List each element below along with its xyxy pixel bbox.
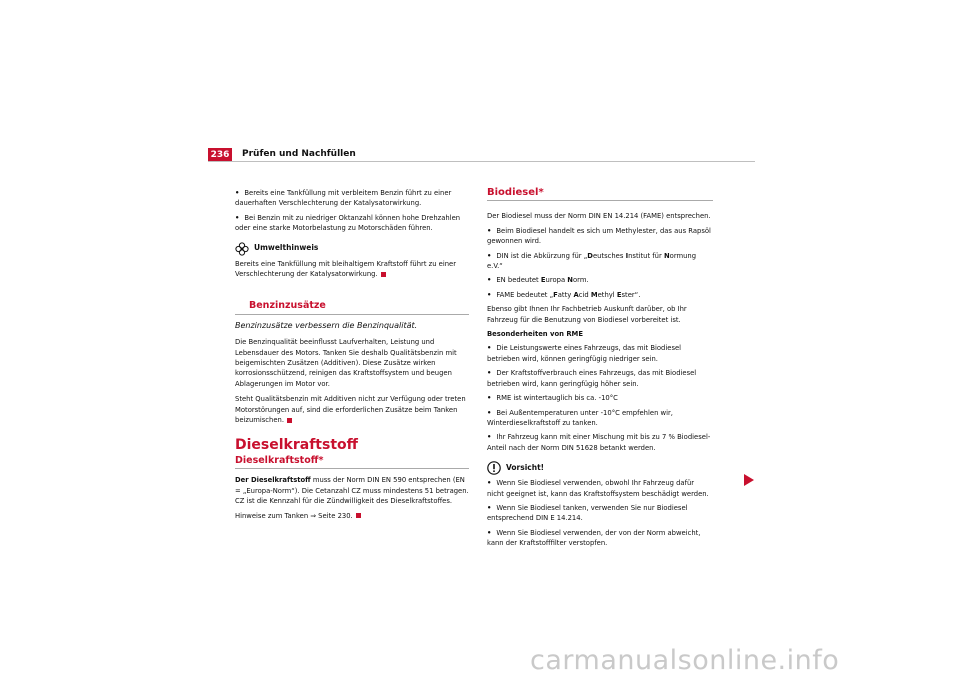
bullet-item: • Wenn Sie Biodiesel verwenden, der von der Norm abweicht, kann der Kraftstofffilter verstopfen.: [487, 528, 701, 548]
bullet-text: Bei Benzin mit zu niedriger Oktanzahl können hohe Drehzahlen oder eine starke Motorbelastung zu Motorschäden führen.: [235, 213, 461, 233]
bullet-item: • Bei Benzin mit zu niedriger Oktanzahl können hohe Drehzahlen oder eine starke Motorbelastung zu Motorschäden führen.: [235, 213, 461, 233]
left-column: [235, 188, 469, 525]
section-heading-biodiesel: Biodiesel*: [487, 188, 713, 201]
bullet-item: • Ihr Fahrzeug kann mit einer Mischung mit bis zu 7 % Biodiesel-Anteil nach der Norm DIN 51628 betankt werden.: [487, 433, 711, 452]
bullet-item: • Die Leistungswerte eines Fahrzeugs, das mit Biodiesel betrieben wird, können geringfügig niedriger sein.: [487, 344, 682, 363]
paragraph: Ebenso gibt Ihnen Ihr Fachbetrieb Auskunft darüber, ob Ihr Fahrzeug für die Benutzung von Biodiesel vorbereitet ist.: [487, 305, 687, 324]
paragraph: Die Benzinqualität beeinflusst Laufverhalten, Leistung und Lebensdauer des Motors. Tanken Sie deshalb Qualitätsbenzin mit beigemischten Zusätzen (Additiven). Diese Zusätze wirken korrosionsschützend, reinigen das Kraftstoffsystem und beugen Ablagerungen im Motor vor.: [235, 338, 457, 388]
bullet-text: Bereits eine Tankfüllung mit verbleitem Benzin führt zu einer dauerhaften Verschlechterung der Katalysatorwirkung.: [235, 189, 452, 208]
flower-icon: [235, 242, 249, 256]
next-page-arrow-icon[interactable]: [743, 474, 755, 486]
paragraph: Steht Qualitätsbenzin mit Additiven nicht zur Verfügung oder treten Motorstörungen auf, sind die erforderlichen Zusätze beim Tanken beizumischen.: [235, 395, 466, 425]
running-title: Prüfen und Nachfüllen: [242, 149, 356, 159]
paragraph: Der Biodiesel muss der Norm DIN EN 14.214 (FAME) entsprechen.: [487, 212, 711, 221]
bullet-item: • EN bedeutet Europa Norm.: [487, 276, 589, 285]
page-number: [208, 148, 232, 162]
page-number-text: 236: [210, 150, 230, 160]
end-mark-icon: [287, 418, 292, 423]
environment-note-header: [235, 242, 469, 256]
bullet-item: • RME ist wintertauglich bis ca. -10°C: [487, 394, 618, 403]
environment-note-text: Bereits eine Tankfüllung mit bleihaltigem Kraftstoff führt zu einer Verschlechterung der Katalysatorwirkung.: [235, 259, 457, 279]
header-rule: [208, 161, 755, 162]
watermark: carmanualsonline.info: [530, 645, 840, 676]
paragraph: Der Dieselkraftstoff muss der Norm DIN EN 590 entsprechen (EN = „Europa-Norm“). Die Cetanzahl CZ muss mindestens 51 betragen. CZ ist die Kennzahl für die Zündwilligkeit des Dieselkraftstoffes.: [235, 476, 469, 506]
end-mark-icon: [356, 513, 361, 518]
section-subtitle: Benzinzusätze verbessern die Benzinqualität.: [235, 320, 418, 330]
environment-note-title: Umwelthinweis: [254, 243, 319, 253]
bullet-item: • Wenn Sie Biodiesel tanken, verwenden Sie nur Biodiesel entsprechend DIN E 14.214.: [487, 503, 688, 523]
caution-title: Vorsicht!: [506, 462, 545, 472]
right-column: [487, 188, 713, 553]
bullet-item: • DIN ist die Abkürzung für „Deutsches Institut für Normung e.V.“: [487, 251, 697, 271]
bullet-item: • Wenn Sie Biodiesel verwenden, obwohl Ihr Fahrzeug dafür nicht geeignet ist, kann das Kraftstoffsystem beschädigt werden.: [487, 479, 709, 498]
bullet-item: • Bei Außentemperaturen unter -10°C empfehlen wir, Winterdieselkraftstoff zu tanken.: [487, 408, 673, 427]
cross-reference[interactable]: Hinweise zum Tanken ⇒ Seite 230.: [235, 511, 469, 521]
section-heading-benzinzusaetze: Benzinzusätze: [235, 301, 469, 314]
exclamation-icon: [487, 461, 501, 475]
bullet-item: • Der Kraftstoffverbrauch eines Fahrzeugs, das mit Biodiesel betrieben wird, kann geringfügig höher sein.: [487, 369, 697, 388]
subheading-rme: Besonderheiten von RME: [487, 330, 583, 339]
bold-lead: Der Dieselkraftstoff: [235, 476, 311, 485]
end-mark-icon: [381, 272, 386, 277]
bullet-item: • Beim Biodiesel handelt es sich um Methylester, das aus Rapsöl gewonnen wird.: [487, 226, 711, 246]
caution-header: [487, 461, 713, 475]
section-heading-dieselkraftstoff: Dieselkraftstoff*: [235, 456, 469, 469]
bullet-item: • Bereits eine Tankfüllung mit verbleitem Benzin führt zu einer dauerhaften Verschlechterung der Katalysatorwirkung.: [235, 189, 452, 208]
bullet-item: • FAME bedeutet „Fatty Acid Methyl Ester“.: [487, 290, 641, 299]
chapter-title-dieselkraftstoff: Dieselkraftstoff: [235, 436, 358, 453]
